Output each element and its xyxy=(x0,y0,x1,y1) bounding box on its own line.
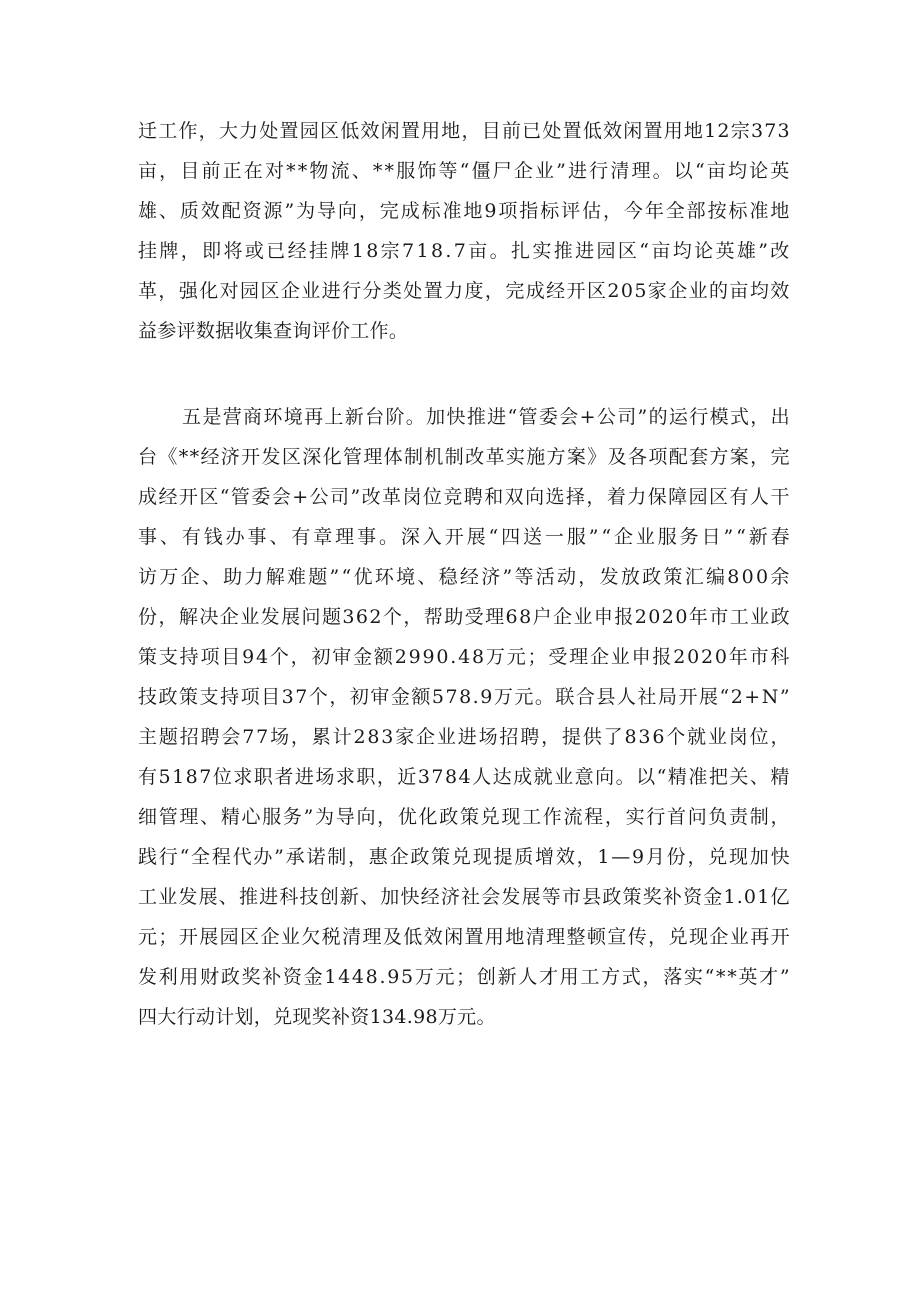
text-line: 革 ， 强 化 对 园 区 企 业 进 行 分 类 处 置 力 度 ， 完 成 经 开 区 2 0 5 家 企 业 的 亩 均 效 xyxy=(138,280,790,302)
paragraph-business-environment xyxy=(138,397,790,1037)
text-line: 雄 、 质 效 配 资 源 ” 为 导 向 ， 完 成 标 准 地 9 项 指 标 评 估 ， 今 年 全 部 按 标 准 地 xyxy=(138,200,790,222)
text-line: 台 《 * * 经 济 开 发 区 深 化 管 理 体 制 机 制 改 革 实 施 方 案 》 及 各 项 配 套 方 案 ， 完 xyxy=(138,446,790,468)
text-line: 践 行 “ 全 程 代 办 ” 承 诺 制 ， 惠 企 政 策 兑 现 提 质 增 效 ， 1 — 9 月 份 ， 兑 现 加 快 xyxy=(138,846,790,868)
text-line: 成 经 开 区 “ 管 委 会 + 公 司 ” 改 革 岗 位 竞 聘 和 双 向 选 择 ， 着 力 保 障 园 区 有 人 干 xyxy=(138,486,790,508)
paragraph-land-disposal xyxy=(138,111,790,351)
text-line: 工 业 发 展 、 推 进 科 技 创 新 、 加 快 经 济 社 会 发 展 等 市 县 政 策 奖 补 资 金 1 . 0 1 亿 xyxy=(138,886,790,908)
text-line: 发 利 用 财 政 奖 补 资 金 1 4 4 8 . 9 5 万 元 ； 创 新 人 才 用 工 方 式 ， 落 实 “ * * 英 才 ” xyxy=(138,966,790,988)
text-line: 有 5 1 8 7 位 求 职 者 进 场 求 职 ， 近 3 7 8 4 人 达 成 就 业 意 向 。 以 “ 精 准 把 关 、 精 xyxy=(138,766,790,788)
text-line: 元 ； 开 展 园 区 企 业 欠 税 清 理 及 低 效 闲 置 用 地 清 理 整 顿 宣 传 ， 兑 现 企 业 再 开 xyxy=(138,926,790,948)
text-line: 技 政 策 支 持 项 目 3 7 个 ， 初 审 金 额 5 7 8 . 9 万 元 。 联 合 县 人 社 局 开 展 “ 2 + N ” xyxy=(138,686,790,708)
text-line: 亩 ， 目 前 正 在 对 * * 物 流 、 * * 服 饰 等 “ 僵 尸 企 业 ” 进 行 清 理 。 以 “ 亩 均 论 英 xyxy=(138,160,790,182)
text-line: 益参评数据收集查询评价工作。 xyxy=(138,320,409,342)
text-line: 细 管 理 、 精 心 服 务 ” 为 导 向 ， 优 化 政 策 兑 现 工 作 流 程 ， 实 行 首 问 负 责 制 ， xyxy=(138,806,790,828)
text-line: 挂 牌 ， 即 将 或 已 经 挂 牌 1 8 宗 7 1 8 . 7 亩 。 扎 实 推 进 园 区 “ 亩 均 论 英 雄 ” 改 xyxy=(138,240,790,262)
text-line-indented: 五 是 营 商 环 境 再 上 新 台 阶 。 加 快 推 进 “ 管 委 会 + 公 司 ” 的 运 行 模 式 ， 出 xyxy=(182,406,790,428)
text-line: 四大行动计划，兑现奖补资134.98万元。 xyxy=(138,1006,496,1028)
text-line: 迁 工 作 ， 大 力 处 置 园 区 低 效 闲 置 用 地 ， 目 前 已 处 置 低 效 闲 置 用 地 1 2 宗 3 7 3 xyxy=(138,120,790,142)
text-line: 事 、 有 钱 办 事 、 有 章 理 事 。 深 入 开 展 “ 四 送 一 服 ” “ 企 业 服 务 日 ” “ 新 春 xyxy=(138,526,790,548)
text-line: 份 ， 解 决 企 业 发 展 问 题 3 6 2 个 ， 帮 助 受 理 6 8 户 企 业 申 报 2 0 2 0 年 市 工 业 政 xyxy=(138,606,790,628)
text-line: 策 支 持 项 目 9 4 个 ， 初 审 金 额 2 9 9 0 . 4 8 万 元 ； 受 理 企 业 申 报 2 0 2 0 年 市 科 xyxy=(138,646,790,668)
text-line: 主 题 招 聘 会 7 7 场 ， 累 计 2 8 3 家 企 业 进 场 招 聘 ， 提 供 了 8 3 6 个 就 业 岗 位 ， xyxy=(138,726,790,748)
text-line: 访 万 企 、 助 力 解 难 题 ” “ 优 环 境 、 稳 经 济 ” 等 活 动 ， 发 放 政 策 汇 编 8 0 0 余 xyxy=(138,566,790,588)
